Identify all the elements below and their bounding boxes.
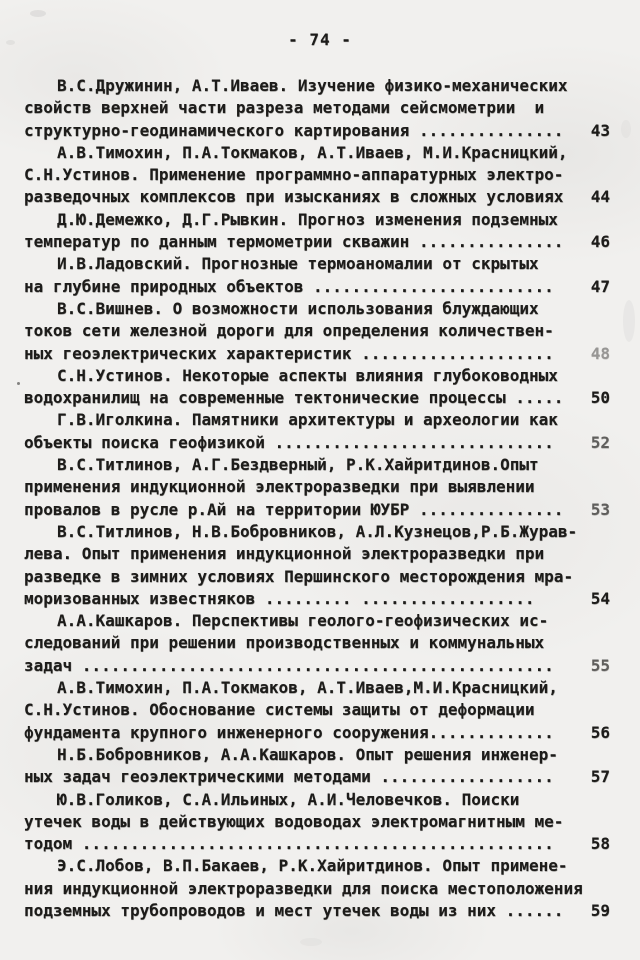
toc-page-number: 44 [590, 187, 610, 207]
toc-line [24, 276, 610, 298]
toc-page-number: 52 [590, 432, 610, 452]
scan-artifact [17, 382, 20, 385]
toc-line [24, 833, 610, 855]
toc-page-number: 55 [590, 655, 610, 675]
toc-line [24, 164, 610, 186]
toc-line [24, 409, 610, 431]
toc-line-text: ния индукционной электроразведки для поиска местоположения [24, 878, 583, 898]
toc-line-text: А.В.Тимохин, П.А.Токмаков, А.Т.Иваев, М.И.Красницкий, [57, 142, 568, 162]
toc-line [24, 722, 610, 744]
toc-line-text: на глубине природных объектов ......................... [24, 276, 554, 296]
toc-line [24, 789, 610, 811]
toc-line [24, 900, 610, 922]
toc-line [24, 566, 610, 588]
toc-page-number: 54 [590, 588, 610, 608]
toc-line-text: Д.Ю.Демежко, Д.Г.Рывкин. Прогноз изменения подземных [57, 209, 558, 229]
toc-line [24, 298, 610, 320]
toc-line [24, 75, 610, 97]
scan-artifact [623, 300, 635, 342]
toc-line-text: Э.С.Лобов, В.П.Бакаев, Р.К.Хайритдинов. Опыт примене- [57, 856, 568, 876]
toc-line [24, 543, 610, 565]
toc-line [24, 120, 610, 142]
toc-line [24, 476, 610, 498]
toc-line-text: С.Н.Устинов. Некоторые аспекты влияния глубоководных [57, 365, 558, 385]
toc-line [24, 186, 610, 208]
toc-line-text: А.А.Кашкаров. Перспективы геолого-геофизических ис- [57, 611, 549, 631]
toc-line-text: И.В.Ладовский. Прогнозные термоаномалии от скрытых [57, 254, 539, 274]
toc-line [24, 231, 610, 253]
toc-line [24, 343, 610, 365]
toc-line-text: Н.Б.Бобровников, А.А.Кашкаров. Опыт решения инженер- [57, 744, 558, 764]
toc-line-text: С.Н.Устинов. Применение программно-аппаратурных электро- [24, 165, 564, 185]
toc-line-text: ных геоэлектрических характеристик .................... [24, 343, 554, 363]
toc-line-text: разведочных комплексов при изысканиях в сложных условиях [24, 187, 564, 207]
toc-line [24, 878, 610, 900]
scan-artifact [621, 120, 631, 138]
toc-page-number: 57 [590, 767, 610, 787]
toc-line [24, 699, 610, 721]
toc-line [24, 97, 610, 119]
toc-line-text: задач ................................................. [24, 655, 554, 675]
toc-line [24, 855, 610, 877]
toc-line-text: провалов в русле р.Ай на территории ЮУБР ............... [24, 499, 564, 519]
toc-line [24, 811, 610, 833]
toc-line-text: фундамента крупного инженерного сооружения............. [24, 722, 554, 742]
toc-line-text: С.Н.Устинов. Обоснование системы защиты от деформации [24, 700, 535, 720]
toc-line-text: лева. Опыт применения индукционной электроразведки при [24, 544, 545, 564]
toc-line-text: применения индукционной электроразведки при выявлении [24, 477, 535, 497]
toc-page-number: 56 [590, 722, 610, 742]
toc-line [24, 521, 610, 543]
toc-page-number: 59 [590, 900, 610, 920]
toc-line [24, 387, 610, 409]
scan-artifact [30, 10, 46, 17]
scan-artifact [300, 938, 322, 946]
toc-line [24, 744, 610, 766]
toc-line-text: тодом ................................................. [24, 834, 554, 854]
toc-page-number: 48 [590, 343, 610, 363]
toc-line-text: ных задач геоэлектрическими методами .................. [24, 767, 554, 787]
toc-line [24, 655, 610, 677]
toc-line [24, 142, 610, 164]
toc-page-number: 43 [590, 120, 610, 140]
toc-line-text: утечек воды в действующих водоводах электромагнитным ме- [24, 811, 564, 831]
toc-line [24, 209, 610, 231]
toc-line-text: структурно-геодинамического картирования ............... [24, 120, 564, 140]
toc-line [24, 588, 610, 610]
toc-page-number: 47 [590, 276, 610, 296]
toc-line [24, 632, 610, 654]
toc-line [24, 677, 610, 699]
toc-line-text: В.С.Титлинов, А.Г.Бездверный, Р.К.Хайритдинов.Опыт [57, 455, 539, 475]
toc-line [24, 253, 610, 275]
toc-line-text: Ю.В.Голиков, С.А.Ильиных, А.И.Человечков. Поиски [57, 789, 520, 809]
toc-list [24, 75, 610, 922]
toc-line-text: моризованных известняков ......... .................. [24, 588, 535, 608]
toc-line-text: свойств верхней части разреза методами сейсмометрии и [24, 98, 545, 118]
toc-line-text: А.В.Тимохин, П.А.Токмаков, А.Т.Иваев,М.И.Красницкий, [57, 678, 558, 698]
page-number-header: - 74 - [288, 30, 352, 49]
toc-line [24, 320, 610, 342]
toc-page-number: 46 [590, 232, 610, 252]
toc-page-number: 53 [590, 499, 610, 519]
toc-line [24, 766, 610, 788]
toc-line [24, 499, 610, 521]
toc-line [24, 432, 610, 454]
toc-line-text: В.С.Титлинов, Н.В.Бобровников, А.Л.Кузнецов,Р.Б.Журав- [57, 521, 578, 541]
toc-line-text: следований при решении производственных и коммунальных [24, 633, 545, 653]
toc-line-text: водохранилищ на современные тектонические процессы ..... [24, 388, 564, 408]
toc-line-text: разведке в зимних условиях Першинского месторождения мра- [24, 566, 574, 586]
toc-line-text: объекты поиска геофизикой ............................. [24, 432, 554, 452]
toc-line-text: подземных трубопроводов и мест утечек воды из них ...... [24, 900, 564, 920]
toc-line [24, 365, 610, 387]
toc-line-text: температур по данным термометрии скважин ............... [24, 232, 564, 252]
toc-line [24, 610, 610, 632]
toc-line-text: В.С.Дружинин, А.Т.Иваев. Изучение физико-механических [57, 76, 568, 95]
toc-line-text: В.С.Вишнев. О возможности использования блуждающих [57, 298, 539, 318]
toc-page-number: 50 [590, 388, 610, 408]
toc-line [24, 454, 610, 476]
toc-page-number: 58 [590, 834, 610, 854]
toc-line-text: Г.В.Иголкина. Памятники архитектуры и археологии как [57, 410, 558, 430]
toc-line-text: токов сети железной дороги для определения количествен- [24, 321, 554, 341]
